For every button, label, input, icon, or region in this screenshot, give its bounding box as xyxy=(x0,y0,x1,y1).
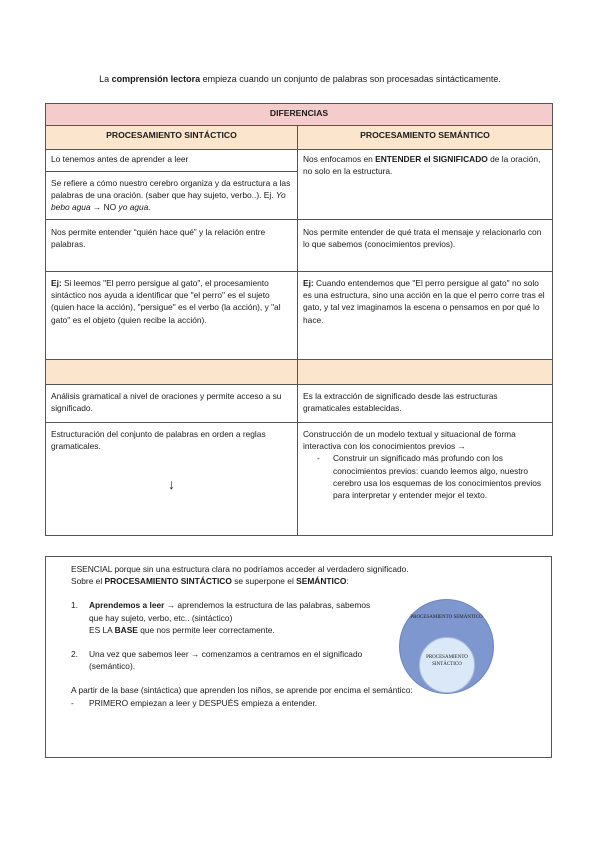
steps-list xyxy=(71,599,371,672)
step-1: 1. Aprendemos a leer → aprendemos la estructura de las palabras, sabemos que hay sujeto, verbo, etc.. (sintáctico) ES LA BASE que nos permite leer correctamente. xyxy=(71,600,371,635)
cell-syntactic-2: Nos permite entender “quién hace qué” y la relación entre palabras. xyxy=(46,220,298,272)
cell-syntactic-1a: Lo tenemos antes de aprender a leer xyxy=(46,150,298,172)
col-header-semantic: PROCESAMIENTO SEMÁNTICO xyxy=(298,126,553,150)
semantic-bullet: - Construir un significado más profundo con los conocimientos previos: cuando leemos algo, nuestro cerebro usa los esquemas de los conocimientos previos para interpretar y entender mejor el texto. xyxy=(333,452,547,501)
arrow-down-icon: ↓ xyxy=(168,476,175,493)
cell-syntactic-3: Ej: Si leemos "El perro persigue al gato", el procesamiento sintáctico nos ayuda a identificar que "el perro" es el sujeto (quien hace la acción), "persigue" es el verbo (la acción), y "al gato" es el objeto (quien recibe la acción). xyxy=(46,272,298,360)
inner-circle-label: PROCESAMIENTO SINTÁCTICO xyxy=(426,655,468,667)
cell-syntactic-1b: Se refiere a cómo nuestro cerebro organiza y da estructura a las palabras de una oración. (saber que hay sujeto, verbo..). Ej. Yo bebo agua → NO yo agua. xyxy=(46,172,298,220)
cell-semantic-3: Ej: Cuando entendemos que "El perro persigue al gato" no solo es una estructura, sino una acción en la que el perro corre tras el gato, y tal vez imaginamos la escena o pensamos en por qué lo hace. xyxy=(298,272,553,360)
intro-prefix: La xyxy=(99,74,112,84)
final-list-item: - PRIMERO empiezan a leer y DESPUÉS empieza a entender. xyxy=(71,697,543,709)
col-header-syntactic: PROCESAMIENTO SINTÁCTICO xyxy=(46,126,298,150)
summary-line-1: ESENCIAL porque sin una estructura clara no podríamos acceder al verdadero significado. xyxy=(71,564,409,574)
cell-semantic-5: Construcción de un modelo textual y situacional de forma interactiva con los conocimientos previos → - Construir un significado más profundo con los conocimientos previos: cuando leemos algo, nuestro cerebro usa los esquemas de los conocimientos previos para interpretar y entender mejor el texto. xyxy=(298,423,553,536)
differences-table xyxy=(45,103,553,536)
cell-syntactic-4: Análisis gramatical a nivel de oraciones y permite acceso a su significado. xyxy=(46,385,298,423)
outer-circle-label: PROCESAMIENTO SEMÁNTICO xyxy=(410,615,483,620)
intro-suffix: empieza cuando un conjunto de palabras son procesadas sintácticamente. xyxy=(200,74,501,84)
empty-cell-right xyxy=(298,360,553,385)
intro-bold: comprensión lectora xyxy=(111,74,201,84)
nested-circles-diagram xyxy=(399,599,494,694)
cell-syntactic-5: Estructuración del conjunto de palabras en orden a reglas gramaticales. ↓ xyxy=(46,423,298,536)
cell-semantic-4: Es la extracción de significado desde las estructuras gramaticales establecidas. xyxy=(298,385,553,423)
cell-semantic-1: Nos enfocamos en ENTENDER el SIGNIFICADO de la oración, no solo en la estructura. xyxy=(298,150,553,220)
table-title: DIFERENCIAS xyxy=(46,104,553,126)
empty-cell-left xyxy=(46,360,298,385)
summary-line-2: Sobre el PROCESAMIENTO SINTÁCTICO se superpone el SEMÁNTICO: xyxy=(71,576,349,587)
cell-semantic-2: Nos permite entender de qué trata el mensaje y relacionarlo con lo que sabemos (conocimientos previos). xyxy=(298,220,553,272)
intro-sentence xyxy=(0,74,600,84)
step-2: 2. Una vez que sabemos leer → comenzamos a centramos en el significado (semántico). xyxy=(71,648,363,672)
final-line: A partir de la base (sintáctica) que aprenden los niños, se aprende por encima el semántico: xyxy=(71,685,413,696)
summary-box xyxy=(45,556,552,758)
